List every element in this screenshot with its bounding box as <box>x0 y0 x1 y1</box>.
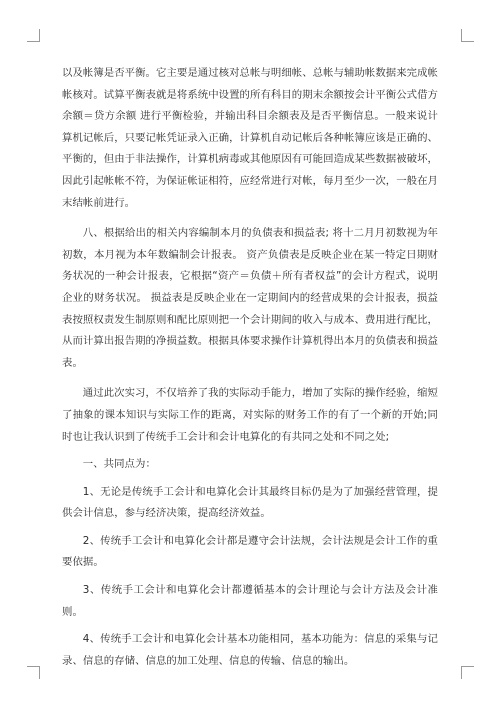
crop-mark-bottom-right <box>461 666 474 679</box>
list-item-common-2: 2、传统手工会计和电算化会计都是遵守会计法规，会计法规是会计工作的重要依据。 <box>62 534 438 569</box>
paragraph-reconciliation: 以及帐簿是否平衡。它主要是通过核对总帐与明细帐、总帐与辅助帐数据来完成帐帐核对。试算平衡表就是将系统中设置的所有科目的期末余额按会计平衡公式借方余额＝贷方余额 进行平衡检验，并输出科目余额表及是否平衡信息。一般来说计算机记帐后，只要记帐凭证录入正确，计算机自动记帐后各种帐簿应该是正确的、平衡的，但由于非法操作，计算机病毒或其他原因有可能回造成某些数据被破坏，因此引起帐帐不符，为保证帐证相符，应经常进行对帐，每月至少一次，一般在月末结帐前进行。 <box>62 67 438 209</box>
document-body <box>62 63 438 672</box>
list-item-common-4: 4、传统手工会计和电算化会计基本功能相同，基本功能为：信息的采集与记录、信息的存储、信息的加工处理、信息的传输、信息的输出。 <box>62 633 438 667</box>
section-heading-common-points: 一、共同点为： <box>82 458 156 471</box>
crop-mark-top-right <box>461 29 474 42</box>
crop-mark-bottom-left <box>27 666 40 679</box>
crop-mark-top-left <box>27 29 40 42</box>
list-item-common-3: 3、传统手工会计和电算化会计都遵循基本的会计理论与会计方法及会计准则。 <box>62 584 438 618</box>
paragraph-internship-summary: 通过此次实习，不仅培养了我的实际动手能力，增加了实际的操作经验，缩短了抽象的课本知识与实际工作的距离，对实际的财务工作的有了一个新的开始;同时也让我认识到了传统手工会计和会计电算化的有共同之处和不同之处; <box>62 387 438 443</box>
list-item-common-1: 1、无论是传统手工会计和电算化会计其最终目标仍是为了加强经营管理，提供会计信息，参与经济决策，提高经济效益。 <box>62 485 438 520</box>
paragraph-section-eight: 八、根据给出的相关内容编制本月的负债表和损益表; 将十二月月初数视为年初数，本月视为本年数编制会计报表。 资产负债表是反映企业在某一特定日期财务状况的一种会计报表，它根据“资产＝负债＋所有者权益”的会计方程式，说明企业的财务状况。 损益表是反映企业在一定期间内的经营成果的会计报表，损益表按照权责发生制原则和配比原则把一个会计期间的收入与成本、费用进行配比，从而计算出报告期的净损益数。根据具体要求操作计算机得出本月的负债表和损益表。 <box>62 227 438 369</box>
